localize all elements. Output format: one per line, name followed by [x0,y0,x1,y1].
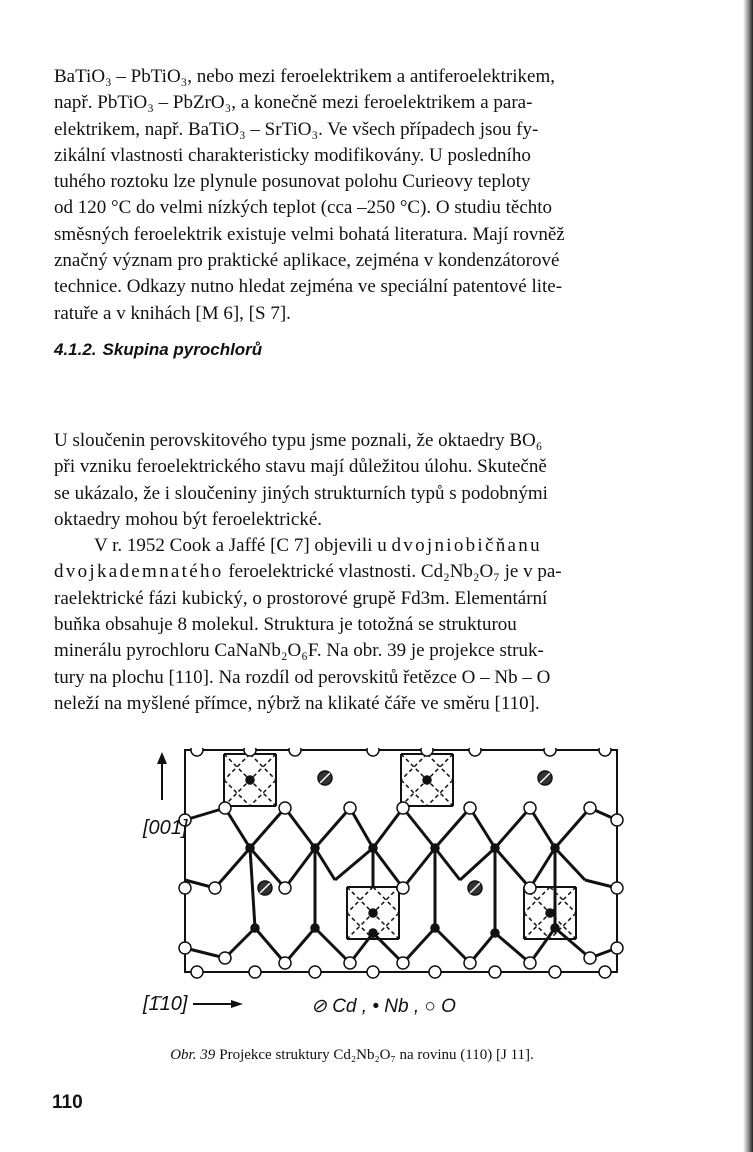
bond-line [470,808,495,848]
bond-line [403,848,435,888]
bond-line [285,848,315,888]
bond-line [250,848,255,928]
oxygen-atom [464,957,476,969]
oxygen-atom [309,966,321,978]
niobium-atom [369,929,377,937]
oxygen-atom [489,966,501,978]
oxygen-atom [397,882,409,894]
text-line: tuhého roztoku lze plynule posunovat polohu Curieovy teploty [54,171,531,193]
bond-line [403,808,435,848]
oxygen-atom [344,802,356,814]
paragraph-intro [54,64,650,327]
bond-line [373,808,403,848]
text-line: směsných feroelektrik existuje velmi bohatá literatura. Mají rovněž [54,223,565,245]
text-line: oktaedry mohou být feroelektrické. [54,508,323,530]
oxygen-atom [249,966,261,978]
niobium-atom [546,909,554,917]
page-number: 110 [52,1092,83,1113]
oxygen-atom [279,802,291,814]
bond-line [285,928,315,963]
niobium-atom [491,929,499,937]
bond-line [373,848,403,888]
oxygen-atom [611,814,623,826]
bond-line [530,808,555,848]
text-line: např. PbTiO₃ – PbZrO₃, a konečně mezi feroelektrikem a para- [54,92,533,114]
oxygen-atom [191,966,203,978]
text-line: tury na plochu [110]. Na rozdíl od perovskitů řetězce O – Nb – O [54,666,551,688]
niobium-atom [551,924,559,932]
oxygen-atom [179,882,191,894]
bond-line [495,848,530,888]
oxygen-atom [219,802,231,814]
text-line: zikální vlastnosti charakteristicky modifikovány. U posledního [54,144,531,166]
axis-vertical-label: [001] [143,817,188,839]
oxygen-atom [524,957,536,969]
niobium-atom [431,844,439,852]
bond-line [403,928,435,963]
oxygen-atom [209,882,221,894]
figure-caption [54,1047,650,1064]
section-heading [54,340,268,360]
text-line: při vzniku feroelektrického stavu mají důležitou úlohu. Skutečně [54,456,547,478]
bond-line [250,808,285,848]
figure-legend: ⊘ Cd , • Nb , ○ O [311,996,456,1017]
text-line [54,559,650,585]
oxygen-atom [611,942,623,954]
niobium-atom [551,844,559,852]
oxygen-atom [599,748,611,756]
page-edge-shadow [743,0,753,1152]
niobium-atom [311,844,319,852]
bond-line [460,848,495,880]
oxygen-atom [464,802,476,814]
bond-line [555,848,585,880]
oxygen-atom [429,966,441,978]
text-line: neleží na myšlené přímce, nýbrž na klikaté čáře ve směru [110]. [54,692,540,714]
oxygen-atom [611,882,623,894]
structure-figure [135,748,645,1038]
oxygen-atom [219,952,231,964]
niobium-atom [246,776,254,784]
text-line: buňka obsahuje 8 molekul. Struktura je totožná se strukturou [54,614,517,636]
oxygen-atom [544,748,556,756]
niobium-atom [431,924,439,932]
bond-line [435,848,460,880]
bond-line [315,928,350,963]
bond-line [315,848,335,880]
oxygen-atom [549,966,561,978]
text-line: se ukázalo, že i sloučeniny jiných strukturních typů s podobnými [54,482,548,504]
text-line: minerálu pyrochloru CaNaNb₂O₆F. Na obr. 39 je projekce struk- [54,640,544,662]
oxygen-atom [584,952,596,964]
bond-line [495,808,530,848]
text-line: technice. Odkazy nutno hledat zejména ve speciální patentové lite- [54,276,563,298]
niobium-atom [423,776,431,784]
paragraph-pyrochlore [54,428,650,717]
niobium-atom [369,909,377,917]
spaced-term: dvojniobičňanu [391,535,542,557]
bond-line [435,808,470,848]
oxygen-atom [524,882,536,894]
niobium-atom [246,844,254,852]
niobium-atom [311,924,319,932]
oxygen-atom [344,957,356,969]
bond-line [255,928,285,963]
niobium-atom [369,844,377,852]
axis-vertical [142,752,188,839]
text-line [54,533,650,559]
oxygen-atom [524,802,536,814]
text-line: U sloučenin perovskitového typu jsme poznali, že oktaedry BO₆ [54,430,543,451]
oxygen-atom [179,942,191,954]
section-number: 4.1.2. [54,340,97,359]
oxygen-atom [279,882,291,894]
bond-line [555,928,590,958]
niobium-atom [491,844,499,852]
oxygen-atom [279,957,291,969]
text-segment: feroelektrické vlastnosti. Cd₂Nb₂O₇ je v pa- [228,561,562,583]
text-line: ratuře a v knihách [M 6], [S 7]. [54,302,291,324]
bond-line [555,808,590,848]
oxygen-atom [584,802,596,814]
text-segment: V r. 1952 Cook a Jaffé [C 7] objevili u [94,535,387,557]
oxygen-atom [397,802,409,814]
spaced-term: dvojkademnatého [54,561,224,583]
caption-text: Projekce struktury Cd₂Nb₂O₇ na rovinu (110) [J 11]. [219,1047,534,1063]
bond-line [215,848,250,888]
bond-line [285,808,315,848]
section-title: Skupina pyrochlorů [102,340,263,359]
bond-line [315,808,350,848]
oxygen-atom [421,748,433,756]
bond-line [530,848,555,888]
text-line: od 120 °C do velmi nízkých teplot (cca –250 °C). O studiu těchto [54,197,553,219]
axis-horizontal-label: [1̄10] [143,993,188,1015]
oxygen-atom [244,748,256,756]
oxygen-atom [599,966,611,978]
text-line: značný význam pro praktické aplikace, zejména v kondenzátorové [54,250,560,272]
bond-line [225,808,250,848]
oxygen-atom [397,957,409,969]
text-line: raelektrické fázi kubický, o prostorové grupě Fd3m. Elementární [54,587,548,609]
axis-horizontal [142,993,243,1015]
niobium-atom [251,924,259,932]
text-line: elektrikem, např. BaTiO₃ – SrTiO₃. Ve všech případech jsou fy- [54,118,539,140]
bond-line [435,928,470,963]
oxygen-atom [367,748,379,756]
oxygen-atom [289,748,301,756]
oxygen-atom [191,748,203,756]
bond-line [335,848,373,880]
bond-line [350,808,373,848]
oxygen-atom [367,966,379,978]
oxygen-atom [469,748,481,756]
text-line: BaTiO₃ – PbTiO₃, nebo mezi feroelektrikem a antiferoelektrikem, [54,66,555,87]
caption-label: Obr. 39 [170,1047,216,1063]
